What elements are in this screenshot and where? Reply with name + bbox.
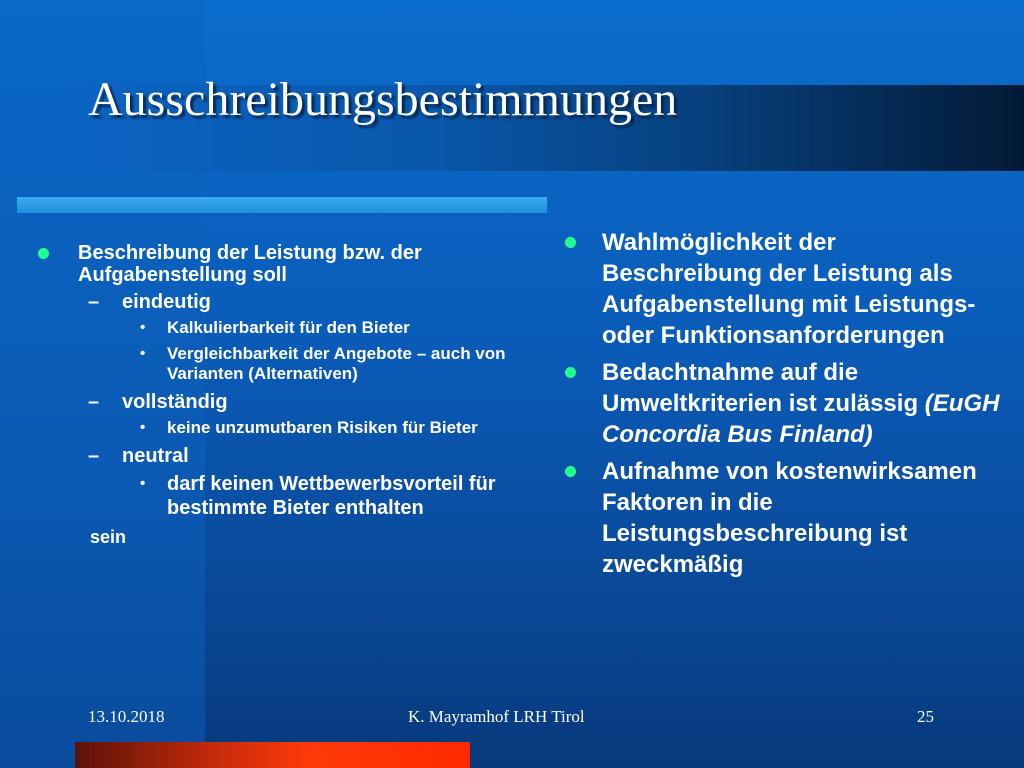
bullet-italic-text: (EuGH Concordia Bus Finland) [602, 390, 1000, 448]
bullet-text: Wahlmöglichkeit der Beschreibung der Leistung als Aufgabenstellung mit Leistungs- oder Funktionsanforderungen [602, 229, 976, 349]
dash-icon: – [88, 445, 100, 467]
bullet-item [562, 456, 1002, 580]
sub-bullet-item [38, 290, 518, 314]
sub-sub-bullet-item [38, 344, 518, 384]
sub-bullet-item [38, 390, 518, 414]
continuation-text [38, 526, 518, 548]
bullet-text: Aufnahme von kostenwirksamen Faktoren in die Leistungsbeschreibung ist zweckmäßig [602, 458, 977, 578]
small-bullet-icon: • [140, 475, 146, 492]
sub-sub-bullet-text: Vergleichbarkeit der Angebote – auch von Varianten (Alternativen) [167, 344, 506, 383]
bullet-dot-icon [38, 248, 49, 259]
accent-bar [17, 197, 547, 213]
sub-sub-bullet-text: keine unzumutbaren Risiken für Bieter [167, 418, 478, 437]
sub-sub-bullet-item [38, 418, 518, 438]
sub-bullet-item [38, 444, 518, 468]
dash-icon: – [88, 291, 100, 313]
sub-sub-bullet-text: Kalkulierbarkeit für den Bieter [167, 318, 410, 337]
left-column [38, 242, 518, 548]
small-bullet-icon: • [140, 319, 146, 336]
footer-date: 13.10.2018 [88, 707, 165, 726]
bullet-dot-icon [565, 466, 576, 477]
bullet-text: Bedachtnahme auf die Umweltkriterien ist zulässig [602, 359, 919, 417]
sub-sub-bullet-item [38, 318, 518, 338]
bullet-item [562, 357, 1002, 450]
small-bullet-icon: • [140, 345, 146, 362]
footer-accent-bar [75, 742, 470, 768]
bullet-text: Beschreibung der Leistung bzw. der Aufgabenstellung soll [78, 242, 422, 286]
sub-sub-bullet-item [38, 472, 518, 520]
dash-icon: – [88, 391, 100, 413]
right-column [562, 227, 1002, 586]
continuation-word: sein [90, 527, 127, 547]
bullet-dot-icon [565, 367, 576, 378]
footer-page-number: 25 [917, 707, 934, 726]
small-bullet-icon: • [140, 419, 146, 436]
bullet-item [38, 242, 518, 286]
sub-bullet-text: neutral [122, 445, 189, 467]
sub-bullet-text: eindeutig [122, 291, 211, 313]
slide-title: Ausschreibungsbestimmungen [88, 73, 678, 126]
footer-author: K. Mayramhof LRH Tirol [408, 707, 585, 726]
sub-sub-bullet-text: darf keinen Wettbewerbsvorteil für bestimmte Bieter enthalten [167, 473, 496, 519]
bullet-item [562, 227, 1002, 351]
sub-bullet-text: vollständig [122, 391, 228, 413]
bullet-dot-icon [565, 237, 576, 248]
